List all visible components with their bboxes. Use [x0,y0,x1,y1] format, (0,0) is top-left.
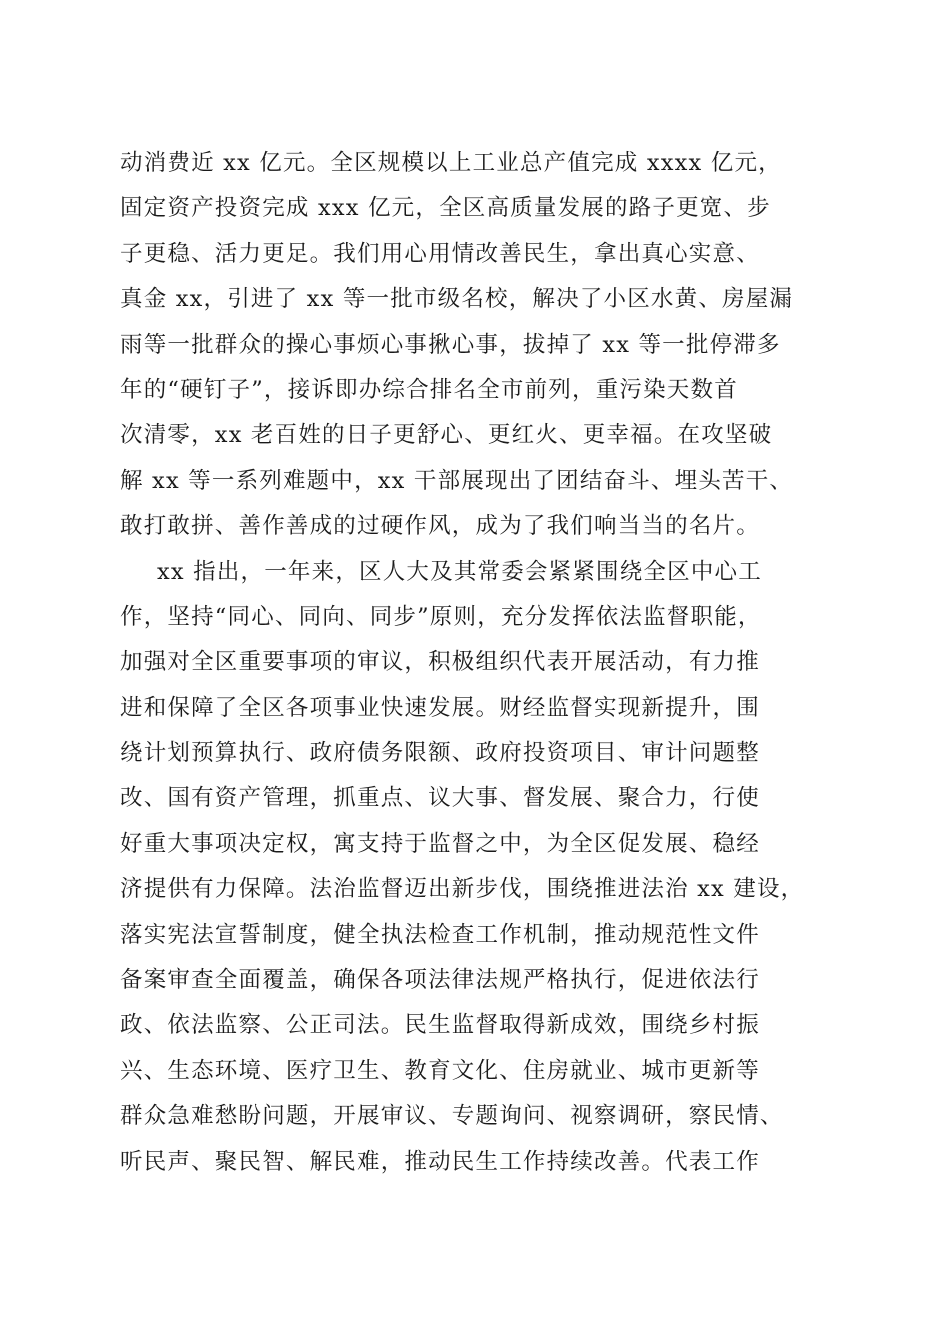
paragraph-2-line-3: 加强对全区重要事项的审议，积极组织代表开展活动，有力推 [120,649,760,676]
paragraph-2-line-12: 兴、生态环境、医疗卫生、教育文化、住房就业、城市更新等 [120,1057,760,1084]
paragraph-2-line-8: 济提供有力保障。法治监督迈出新步伐，围绕推进法治 xx 建设， [120,876,805,903]
paragraph-1-line-5: 雨等一批群众的操心事烦心事揪心事，拔掉了 xx 等一批停滞多 [120,331,781,358]
paragraph-1-line-4: 真金 xx，引进了 xx 等一批市级名校，解决了小区水黄、房屋漏 [120,286,794,313]
paragraph-2-line-11: 政、依法监察、公正司法。民生监督取得新成效，围绕乡村振 [120,1012,760,1039]
paragraph-1-line-3: 子更稳、活力更足。我们用心用情改善民生，拿出真心实意、 [120,240,760,267]
paragraph-2-line-6: 改、国有资产管理，抓重点、议大事、督发展、聚合力，行使 [120,785,760,812]
paragraph-2-line-10: 备案审查全面覆盖，确保各项法律法规严格执行，促进依法行 [120,967,760,994]
paragraph-2-line-9: 落实宪法宣誓制度，健全执法检查工作机制，推动规范性文件 [120,921,760,948]
paragraph-2-line-13: 群众急难愁盼问题，开展审议、专题询问、视察调研，察民情、 [120,1103,784,1130]
paragraph-2-line-2: 作，坚持“同心、同向、同步”原则，充分发挥依法监督职能， [120,603,762,630]
paragraph-1-line-8: 解 xx 等一系列难题中，xx 干部展现出了团结奋斗、埋头苦干、 [120,467,794,494]
paragraph-1-line-6: 年的“硬钉子”，接诉即办综合排名全市前列，重污染天数首 [120,376,738,403]
paragraph-2-line-5: 绕计划预算执行、政府债务限额、政府投资项目、审计问题整 [120,740,760,767]
paragraph-1-line-2: 固定资产投资完成 xxx 亿元，全区高质量发展的路子更宽、步 [120,195,771,222]
paragraph-2-line-4: 进和保障了全区各项事业快速发展。财经监督实现新提升，围 [120,694,760,721]
paragraph-1-line-1: 动消费近 xx 亿元。全区规模以上工业总产值完成 xxxx 亿元， [120,150,782,176]
paragraph-2-line-7: 好重大事项决定权，寓支持于监督之中，为全区促发展、稳经 [120,830,760,857]
paragraph-2-line-1: xx 指出，一年来，区人大及其常委会紧紧围绕全区中心工 [157,558,762,585]
paragraph-1-line-9: 敢打敢拼、善作善成的过硬作风，成为了我们响当当的名片。 [120,513,760,540]
document-body [120,141,840,1185]
paragraph-2-line-14: 听民声、聚民智、解民难，推动民生工作持续改善。代表工作 [120,1148,760,1175]
paragraph-1-line-7: 次清零，xx 老百姓的日子更舒心、更红火、更幸福。在攻坚破 [120,422,773,449]
